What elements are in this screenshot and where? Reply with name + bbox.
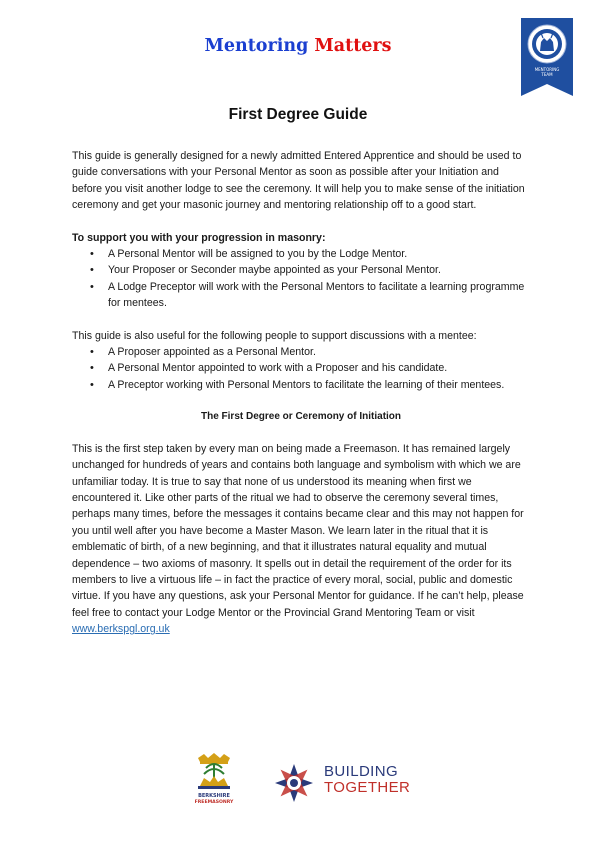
mentoring-team-badge [521,18,573,96]
website-link[interactable]: www.berkspgl.org.uk [72,623,170,636]
useful-heading: This guide is also useful for the following people to support discussions with a mentee: [72,329,477,342]
body-text: This is the first step taken by every man on being made a Freemason. It has remained largely unchanged for hundreds of years and contains both language and symbolism with which we are unfamiliar today. It is true to say that none of us understood its meaning when first we encountered it. Like other parts of the ritual we had to observe the ceremony several times, perhaps many times, before the messages it contains became clear and this may not happen for you until well after you have become a Master Mason. We learn later in the ritual that it is emblematic of birth, of a new beginning, and that it illustrates natural equality and mutual dependence – two axioms of masonry. It spells out in detail the requirement of the order for its members to live a virtuous life – in fact the practice of every moral, social, public and domestic virtue. If you have any questions, ask your Personal Mentor for guidance. If he can’t help, please feel free to contact your Lodge Mentor or the Provincial Grand Mentoring Team or visit [72,442,524,619]
header-title-word1: Mentoring [204,36,309,56]
support-list-item: • A Lodge Preceptor will work with the Personal Mentors to facilitate a learning programme for mentees. [108,279,530,312]
building-together-text [324,764,410,796]
support-heading: To support you with your progression in masonry: [72,231,326,244]
berkshire-freemasonry-logo [188,752,240,808]
building-together-logo [272,762,422,804]
support-list-item: • Your Proposer or Seconder maybe appointed as your Personal Mentor. [108,262,530,278]
berks-label-line1: BERKSHIRE [198,793,230,799]
body-paragraph [72,441,530,638]
support-list [72,246,530,312]
badge-label-line1: MENTORING [534,67,560,72]
bt-line1: BUILDING [324,763,399,780]
section-heading: The First Degree or Ceremony of Initiation [200,411,402,423]
guide-title: First Degree Guide [228,106,368,123]
header-title-word2: Matters [314,36,392,56]
document-content [72,148,530,638]
berks-label-line2: FREEMASONRY [194,800,234,805]
header-title [0,36,596,56]
badge-label-line2: TEAM [541,72,553,77]
star-emblem-icon [272,762,316,804]
useful-list [72,344,530,393]
bt-line2: TOGETHER [324,779,411,796]
support-list-item: • A Personal Mentor will be assigned to you by the Lodge Mentor. [108,246,530,262]
useful-list-item: • A Preceptor working with Personal Mentors to facilitate the learning of their mentees. [108,377,530,393]
footer-logos [0,752,596,812]
intro-paragraph: This guide is generally designed for a newly admitted Entered Apprentice and should be used to guide conversations with your Personal Mentor as soon as possible after your Initiation and before you visit another lodge to see the ceremony. It will help you to make sense of the initiation ceremony and get your masonic journey and mentoring relationship off to a good start. [72,150,525,212]
useful-list-item: • A Personal Mentor appointed to work with a Proposer and his candidate. [108,360,530,376]
useful-list-item: • A Proposer appointed as a Personal Mentor. [108,344,530,360]
